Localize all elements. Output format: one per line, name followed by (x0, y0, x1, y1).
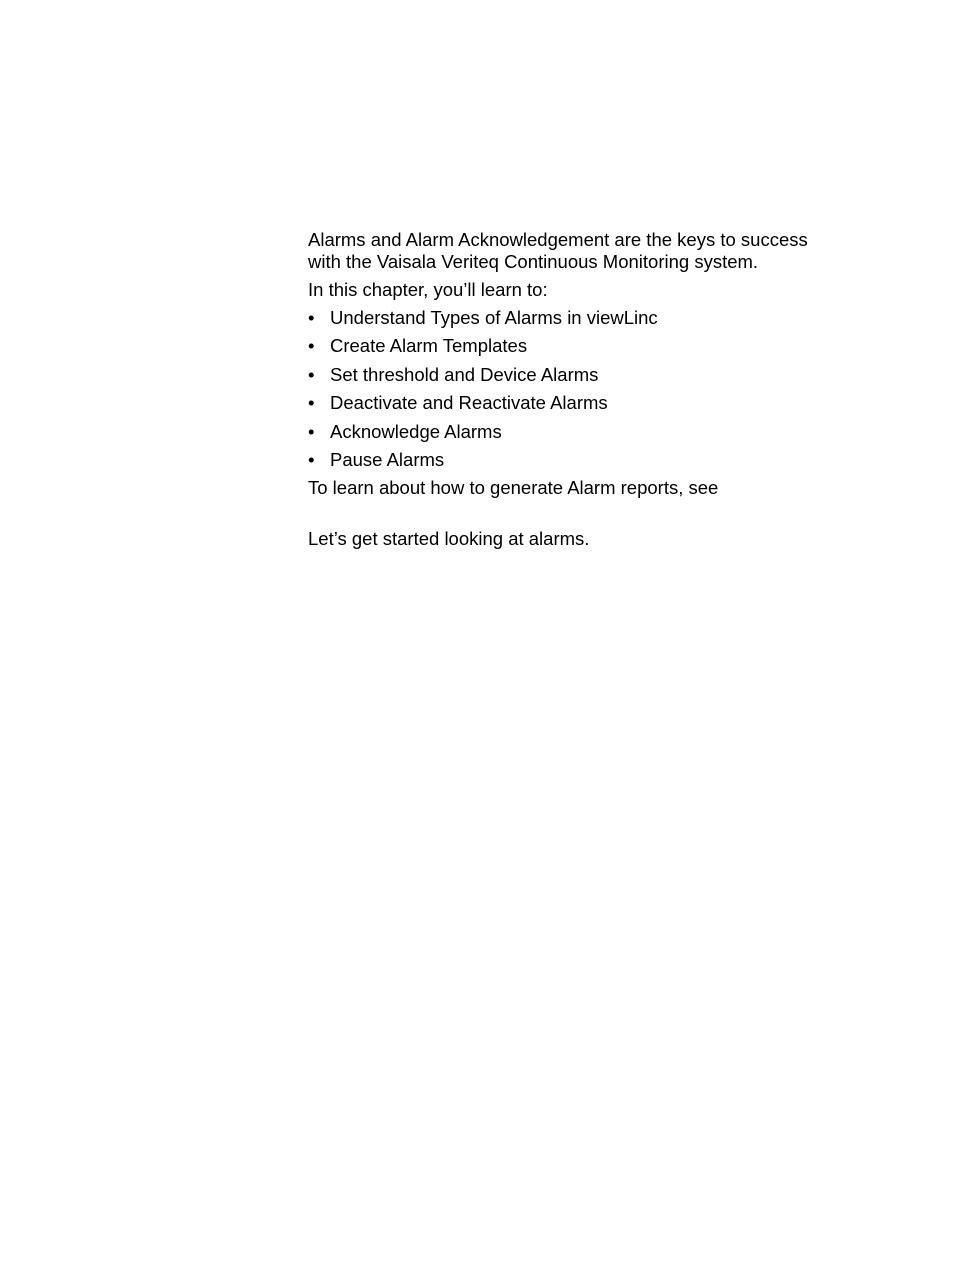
chapter-body (308, 229, 828, 550)
bullet-icon: • (308, 392, 315, 414)
list-item (308, 392, 828, 414)
learning-objectives-list (308, 307, 828, 471)
list-item-text: Pause Alarms (330, 448, 445, 470)
lead-paragraph: In this chapter, you’ll learn to: (308, 279, 548, 300)
list-item (308, 335, 828, 357)
list-item (308, 421, 828, 443)
bullet-icon: • (308, 335, 315, 357)
bullet-icon: • (308, 307, 315, 328)
intro-paragraph: Alarms and Alarm Acknowledgement are the keys to success with the Vaisala Veriteq Continuous Monitoring system. (308, 229, 808, 272)
see-also-paragraph: To learn about how to generate Alarm reports, see (308, 477, 719, 499)
list-item-text: Acknowledge Alarms (330, 420, 502, 442)
list-item-text: Create Alarm Templates (330, 335, 528, 357)
list-item (308, 307, 828, 329)
bullet-icon: • (308, 420, 315, 442)
list-item-text: Understand Types of Alarms in viewLinc (330, 307, 658, 328)
list-item-text: Deactivate and Reactivate Alarms (330, 392, 608, 414)
list-item (308, 449, 828, 471)
list-item (308, 364, 828, 386)
bullet-icon: • (308, 448, 315, 470)
closing-paragraph: Let’s get started looking at alarms. (308, 528, 590, 550)
list-item-text: Set threshold and Device Alarms (330, 363, 599, 385)
bullet-icon: • (308, 363, 315, 385)
